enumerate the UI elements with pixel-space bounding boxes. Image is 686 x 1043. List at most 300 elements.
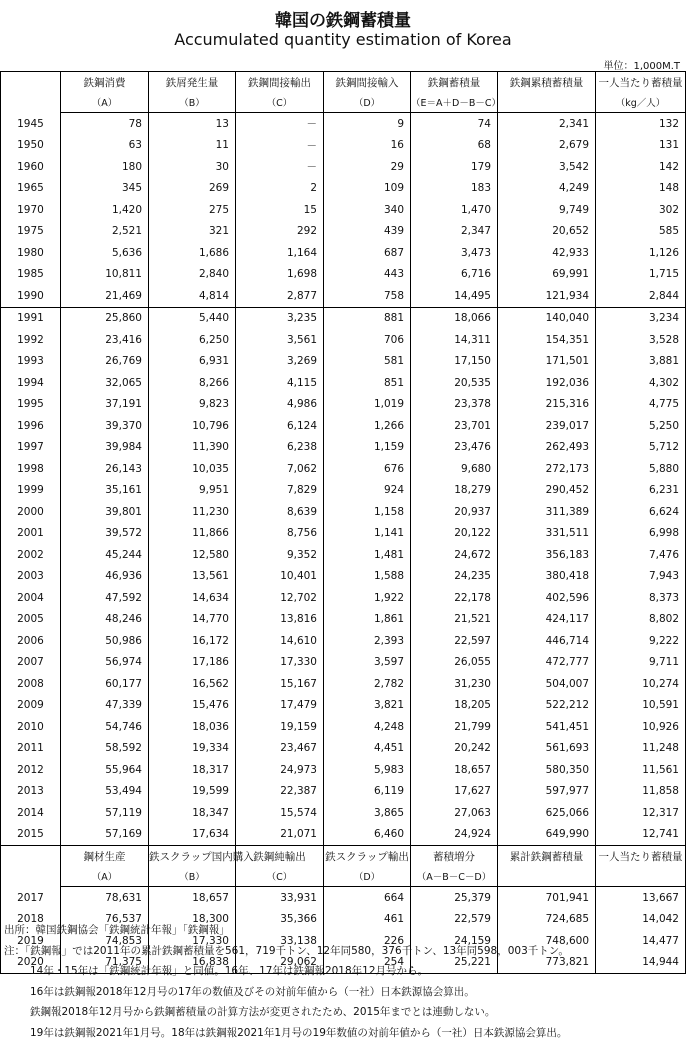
cell: 851 [324, 372, 411, 394]
header1-sub-4: （E＝A＋D－B－C） [411, 92, 498, 113]
cell: 7,829 [236, 480, 324, 502]
cell: 46,936 [61, 566, 149, 588]
cell: 2,679 [498, 135, 596, 157]
table-row [1, 285, 686, 307]
cell: 183 [411, 178, 498, 200]
cell: 1,588 [324, 566, 411, 588]
cell: 2,341 [498, 113, 596, 135]
cell: 50,986 [61, 630, 149, 652]
header1-col-0: 鉄鋼消費 [61, 72, 149, 93]
table-row [1, 523, 686, 545]
cell: 180 [61, 156, 149, 178]
cell: 18,279 [411, 480, 498, 502]
table-row [1, 307, 686, 329]
cell: 13 [149, 113, 236, 135]
cell: 154,351 [498, 329, 596, 351]
table-row [1, 652, 686, 674]
header1-col-6: 一人当たり蓄積量 [596, 72, 686, 93]
cell: 1,420 [61, 199, 149, 221]
cell: 60,177 [61, 673, 149, 695]
cell: 439 [324, 221, 411, 243]
row-year: 1970 [1, 199, 61, 221]
cell: 16,172 [149, 630, 236, 652]
cell: 215,316 [498, 394, 596, 416]
cell: 56,974 [61, 652, 149, 674]
cell: 14,477 [596, 930, 686, 952]
cell: 20,122 [411, 523, 498, 545]
table-row [1, 415, 686, 437]
cell: 9,680 [411, 458, 498, 480]
header1-col-2: 鉄鋼間接輸出 [236, 72, 324, 93]
cell: 74,853 [61, 930, 149, 952]
cell: 14,311 [411, 329, 498, 351]
table-row [1, 609, 686, 631]
data-table [0, 71, 686, 974]
cell: 1,158 [324, 501, 411, 523]
header1-sub-row [1, 92, 686, 113]
cell: 2,393 [324, 630, 411, 652]
row-year: 2012 [1, 759, 61, 781]
cell: 6,231 [596, 480, 686, 502]
cell: 340 [324, 199, 411, 221]
cell: 226 [324, 930, 411, 952]
cell: 724,685 [498, 909, 596, 931]
row-year: 2005 [1, 609, 61, 631]
cell: 4,775 [596, 394, 686, 416]
cell: 1,141 [324, 523, 411, 545]
cell: 24,672 [411, 544, 498, 566]
cell: 47,339 [61, 695, 149, 717]
row-year: 2017 [1, 887, 61, 909]
row-year: 2002 [1, 544, 61, 566]
cell: 9 [324, 113, 411, 135]
cell: 48,246 [61, 609, 149, 631]
cell: 1,481 [324, 544, 411, 566]
cell: 6,238 [236, 437, 324, 459]
cell: 664 [324, 887, 411, 909]
table-row [1, 501, 686, 523]
cell: 63 [61, 135, 149, 157]
cell: 23,467 [236, 738, 324, 760]
row-year: 1965 [1, 178, 61, 200]
cell: 292 [236, 221, 324, 243]
row-year: 2001 [1, 523, 61, 545]
cell: 649,990 [498, 824, 596, 846]
row-year: 2018 [1, 909, 61, 931]
cell: 7,943 [596, 566, 686, 588]
cell: 290,452 [498, 480, 596, 502]
cell: 35,366 [236, 909, 324, 931]
cell: 29,062 [236, 952, 324, 974]
cell: 25,221 [411, 952, 498, 974]
note-2: 14年・15年は「鉄鋼統計年報」と同値。16年、17年は鉄鋼報2018年12月号から。 [4, 961, 569, 982]
table-row [1, 630, 686, 652]
cell: 4,302 [596, 372, 686, 394]
table-row [1, 695, 686, 717]
row-year: 1994 [1, 372, 61, 394]
cell: 23,701 [411, 415, 498, 437]
cell: 6,716 [411, 264, 498, 286]
cell: 5,250 [596, 415, 686, 437]
cell: 14,944 [596, 952, 686, 974]
cell: 24,924 [411, 824, 498, 846]
row-year: 2019 [1, 930, 61, 952]
notes [4, 920, 569, 1043]
cell: 9,222 [596, 630, 686, 652]
header1-col-4: 鉄鋼蓄積量 [411, 72, 498, 93]
cell: 35,161 [61, 480, 149, 502]
cell: 924 [324, 480, 411, 502]
cell: 706 [324, 329, 411, 351]
row-year: 1960 [1, 156, 61, 178]
cell: 30 [149, 156, 236, 178]
cell: 39,572 [61, 523, 149, 545]
cell: 14,495 [411, 285, 498, 307]
cell: 701,941 [498, 887, 596, 909]
cell: 24,235 [411, 566, 498, 588]
cell: 541,451 [498, 716, 596, 738]
cell: 8,802 [596, 609, 686, 631]
cell: － [236, 156, 324, 178]
header2-sub-6 [596, 866, 686, 887]
cell: 1,019 [324, 394, 411, 416]
cell: 192,036 [498, 372, 596, 394]
cell: 302 [596, 199, 686, 221]
cell: 522,212 [498, 695, 596, 717]
cell: 10,591 [596, 695, 686, 717]
cell: 58,592 [61, 738, 149, 760]
table-row [1, 329, 686, 351]
cell: 14,610 [236, 630, 324, 652]
header2-row [1, 846, 686, 867]
row-year: 2009 [1, 695, 61, 717]
cell: 22,387 [236, 781, 324, 803]
cell: 4,249 [498, 178, 596, 200]
header2-sub-2: （C） [236, 866, 324, 887]
cell: 78,631 [61, 887, 149, 909]
header1-sub-5 [498, 92, 596, 113]
cell: 272,173 [498, 458, 596, 480]
cell: 446,714 [498, 630, 596, 652]
cell: 10,401 [236, 566, 324, 588]
cell: 71,375 [61, 952, 149, 974]
cell: 6,119 [324, 781, 411, 803]
header1-col-3: 鉄鋼間接輸入 [324, 72, 411, 93]
cell: 24,159 [411, 930, 498, 952]
cell: 8,373 [596, 587, 686, 609]
cell: 9,823 [149, 394, 236, 416]
cell: 2,521 [61, 221, 149, 243]
cell: 5,880 [596, 458, 686, 480]
cell: 19,599 [149, 781, 236, 803]
cell: 20,535 [411, 372, 498, 394]
cell: 20,937 [411, 501, 498, 523]
cell: 20,652 [498, 221, 596, 243]
row-year: 1999 [1, 480, 61, 502]
cell: 3,234 [596, 307, 686, 329]
cell: 1,470 [411, 199, 498, 221]
cell: 881 [324, 307, 411, 329]
cell: 25,379 [411, 887, 498, 909]
cell: 9,951 [149, 480, 236, 502]
cell: 18,036 [149, 716, 236, 738]
cell: 11,248 [596, 738, 686, 760]
cell: 27,063 [411, 802, 498, 824]
cell: 1,266 [324, 415, 411, 437]
cell: 6,624 [596, 501, 686, 523]
cell: 11 [149, 135, 236, 157]
cell: 18,317 [149, 759, 236, 781]
note-3: 16年は鉄鋼報2018年12月号の17年の数値及びその対前年値から（一社）日本鉄源協会算出。 [4, 982, 569, 1003]
header1-sub-6: （kg／人） [596, 92, 686, 113]
cell: 23,476 [411, 437, 498, 459]
row-year: 1950 [1, 135, 61, 157]
cell: 69,991 [498, 264, 596, 286]
cell: 3,235 [236, 307, 324, 329]
cell: 331,511 [498, 523, 596, 545]
cell: 16,838 [149, 952, 236, 974]
cell: 47,592 [61, 587, 149, 609]
cell: 11,230 [149, 501, 236, 523]
cell: 57,119 [61, 802, 149, 824]
cell: 3,865 [324, 802, 411, 824]
table-row [1, 759, 686, 781]
cell: 54,746 [61, 716, 149, 738]
cell: 33,931 [236, 887, 324, 909]
cell: 3,597 [324, 652, 411, 674]
cell: 18,066 [411, 307, 498, 329]
cell: 424,117 [498, 609, 596, 631]
cell: 140,040 [498, 307, 596, 329]
cell: 21,521 [411, 609, 498, 631]
cell: 132 [596, 113, 686, 135]
cell: 4,248 [324, 716, 411, 738]
cell: 9,711 [596, 652, 686, 674]
row-year: 1945 [1, 113, 61, 135]
row-year: 2020 [1, 952, 61, 974]
header2-col-4: 蓄積増分 [411, 846, 498, 867]
cell: 109 [324, 178, 411, 200]
header1-sub-3: （D） [324, 92, 411, 113]
cell: 20,242 [411, 738, 498, 760]
cell: 7,062 [236, 458, 324, 480]
cell: 8,639 [236, 501, 324, 523]
header2-sub-0: （A） [61, 866, 149, 887]
row-year: 1991 [1, 307, 61, 329]
header2-corner [1, 846, 61, 887]
cell: 11,561 [596, 759, 686, 781]
cell: 1,922 [324, 587, 411, 609]
cell: 17,330 [236, 652, 324, 674]
cell: 311,389 [498, 501, 596, 523]
cell: 12,741 [596, 824, 686, 846]
cell: 12,580 [149, 544, 236, 566]
cell: 6,998 [596, 523, 686, 545]
cell: 17,634 [149, 824, 236, 846]
header1-sub-2: （C） [236, 92, 324, 113]
cell: 5,440 [149, 307, 236, 329]
table-row [1, 887, 686, 909]
cell: 15,574 [236, 802, 324, 824]
cell: 15,167 [236, 673, 324, 695]
table-row [1, 802, 686, 824]
cell: 11,866 [149, 523, 236, 545]
cell: 4,986 [236, 394, 324, 416]
row-year: 2008 [1, 673, 61, 695]
cell: 2,782 [324, 673, 411, 695]
row-year: 2004 [1, 587, 61, 609]
cell: 561,693 [498, 738, 596, 760]
cell: 7,476 [596, 544, 686, 566]
cell: 5,983 [324, 759, 411, 781]
cell: 19,159 [236, 716, 324, 738]
row-year: 2011 [1, 738, 61, 760]
cell: 4,115 [236, 372, 324, 394]
cell: 13,561 [149, 566, 236, 588]
cell: 22,579 [411, 909, 498, 931]
table-row [1, 113, 686, 135]
cell: 380,418 [498, 566, 596, 588]
cell: 9,352 [236, 544, 324, 566]
cell: 15 [236, 199, 324, 221]
table-row [1, 716, 686, 738]
table-row [1, 480, 686, 502]
row-year: 2007 [1, 652, 61, 674]
cell: 10,035 [149, 458, 236, 480]
cell: 585 [596, 221, 686, 243]
cell: 3,528 [596, 329, 686, 351]
cell: 8,266 [149, 372, 236, 394]
cell: 171,501 [498, 351, 596, 373]
cell: 2,347 [411, 221, 498, 243]
header2-col-0: 鋼材生産 [61, 846, 149, 867]
header2-col-3: 鉄スクラップ輸出 [324, 846, 411, 867]
cell: 17,330 [149, 930, 236, 952]
cell: 148 [596, 178, 686, 200]
cell: 2 [236, 178, 324, 200]
page-subtitle: Accumulated quantity estimation of Korea [0, 30, 686, 49]
cell: 17,479 [236, 695, 324, 717]
row-year: 1993 [1, 351, 61, 373]
row-year: 2014 [1, 802, 61, 824]
cell: 1,715 [596, 264, 686, 286]
cell: 131 [596, 135, 686, 157]
cell: 676 [324, 458, 411, 480]
row-year: 1990 [1, 285, 61, 307]
cell: 55,964 [61, 759, 149, 781]
cell: 262,493 [498, 437, 596, 459]
cell: 14,770 [149, 609, 236, 631]
cell: 687 [324, 242, 411, 264]
cell: 17,627 [411, 781, 498, 803]
cell: 6,250 [149, 329, 236, 351]
table-row [1, 566, 686, 588]
cell: 42,933 [498, 242, 596, 264]
row-year: 2000 [1, 501, 61, 523]
table-row [1, 156, 686, 178]
cell: 10,274 [596, 673, 686, 695]
table-row [1, 394, 686, 416]
row-year: 2003 [1, 566, 61, 588]
cell: 68 [411, 135, 498, 157]
cell: 18,657 [149, 887, 236, 909]
cell: 26,055 [411, 652, 498, 674]
page-title: 韓国の鉄鋼蓄積量 [0, 6, 686, 31]
table-row [1, 264, 686, 286]
cell: 504,007 [498, 673, 596, 695]
cell: 1,159 [324, 437, 411, 459]
row-year: 1980 [1, 242, 61, 264]
row-year: 2015 [1, 824, 61, 846]
cell: 39,801 [61, 501, 149, 523]
table-row [1, 738, 686, 760]
cell: 10,926 [596, 716, 686, 738]
cell: 22,597 [411, 630, 498, 652]
cell: 45,244 [61, 544, 149, 566]
header2-sub-row [1, 866, 686, 887]
cell: 18,205 [411, 695, 498, 717]
cell: 773,821 [498, 952, 596, 974]
cell: 1,861 [324, 609, 411, 631]
note-1: 注：「鉄鋼報」では2011年の累計鉄鋼蓄積量を561，719千トン、12年同580，376千トン、13年同598，003千トン。 [4, 941, 569, 962]
row-year: 2006 [1, 630, 61, 652]
cell: 11,858 [596, 781, 686, 803]
cell: 121,934 [498, 285, 596, 307]
cell: 345 [61, 178, 149, 200]
row-year: 1997 [1, 437, 61, 459]
cell: 3,561 [236, 329, 324, 351]
header2-sub-5 [498, 866, 596, 887]
table-row [1, 242, 686, 264]
cell: 39,370 [61, 415, 149, 437]
cell: 3,473 [411, 242, 498, 264]
cell: － [236, 113, 324, 135]
cell: 78 [61, 113, 149, 135]
table-row [1, 178, 686, 200]
row-year: 1998 [1, 458, 61, 480]
cell: 2,844 [596, 285, 686, 307]
cell: 5,636 [61, 242, 149, 264]
cell: 26,769 [61, 351, 149, 373]
cell: 39,984 [61, 437, 149, 459]
cell: 22,178 [411, 587, 498, 609]
header2-col-5: 累計鉄鋼蓄積量 [498, 846, 596, 867]
cell: 10,811 [61, 264, 149, 286]
cell: 11,390 [149, 437, 236, 459]
cell: 3,881 [596, 351, 686, 373]
cell: 10,796 [149, 415, 236, 437]
table-row [1, 351, 686, 373]
cell: 16 [324, 135, 411, 157]
table-row [1, 458, 686, 480]
cell: 5,712 [596, 437, 686, 459]
cell: 53,494 [61, 781, 149, 803]
cell: 758 [324, 285, 411, 307]
table-row [1, 221, 686, 243]
cell: 33,138 [236, 930, 324, 952]
header1-col-1: 鉄屑発生量 [149, 72, 236, 93]
cell: 17,186 [149, 652, 236, 674]
cell: 29 [324, 156, 411, 178]
cell: 356,183 [498, 544, 596, 566]
cell: 18,657 [411, 759, 498, 781]
cell: 580,350 [498, 759, 596, 781]
cell: 1,686 [149, 242, 236, 264]
cell: 1,164 [236, 242, 324, 264]
cell: 16,562 [149, 673, 236, 695]
cell: 1,126 [596, 242, 686, 264]
header1-corner [1, 72, 61, 113]
